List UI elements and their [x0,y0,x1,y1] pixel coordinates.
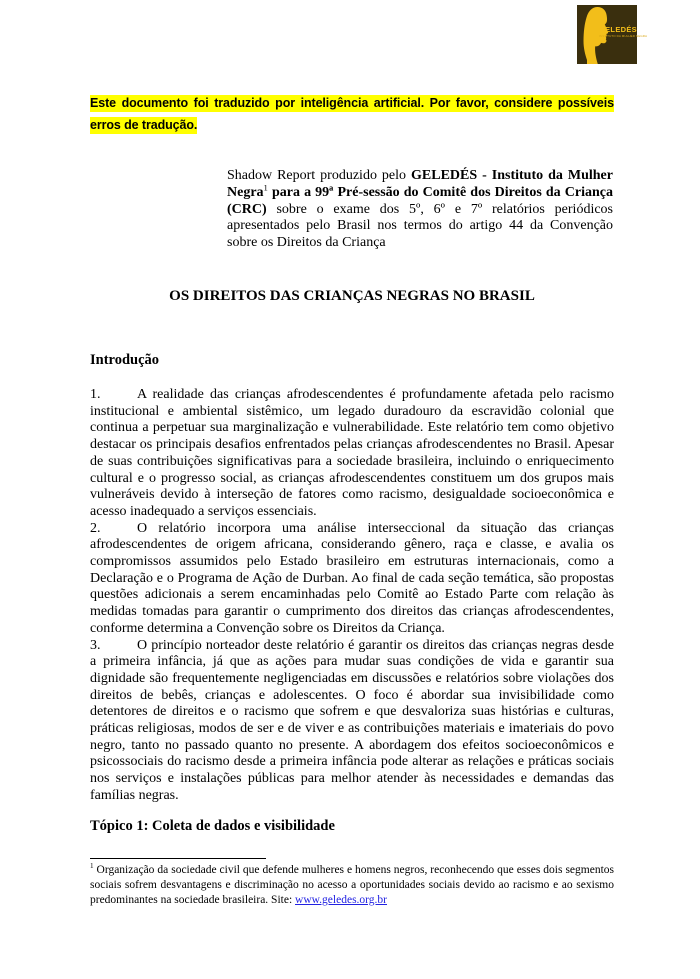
topic-1-heading: Tópico 1: Coleta de dados e visibilidade [90,818,335,834]
translation-notice-text: Este documento foi traduzido por inteligência artificial. Por favor, considere possíveis erros de tradução. [90,96,614,132]
paragraph-3 [90,638,614,805]
footnote-link[interactable]: www.geledes.org.br [295,893,387,906]
translation-notice [90,93,614,136]
paragraph-2 [90,521,614,638]
footnote-body [90,863,614,907]
paragraph-text: O relatório incorpora uma análise interseccional da situação das crianças afrodescendentes de origem africana, considerando gênero, raça e classe, e avalia os compromissos assumidos pelo Estado brasileiro em estruturas internacionais, como a Declaração e o Programa de Ação de Durban. Ao final de cada seção temática, são propostas questões adicionais a serem encaminhadas pelo Comitê ao Estado Parte com relação às medidas tomadas para garantir o cumprimento dos direitos das crianças afrodescendentes, conforme determina a Convenção sobre os Direitos da Criança. [90,520,614,636]
intro-heading: Introdução [90,352,160,368]
footnote-marker: 1 [90,862,94,871]
body-paragraphs [90,387,614,805]
paragraph-text: A realidade das crianças afrodescendentes é profundamente afetada pelo racismo institucional e ambiental sistêmico, um legado duradouro da escravidão colonial que continua a perpetuar sua marginalização e vulnerabilidade. Este relatório tem como objetivo destacar os principais desafios enfrentados pelas crianças afrodescendentes no Brasil. Apesar de suas contribuições significativas para a sociedade brasileira, incluindo o enriquecimento cultural e o progresso social, as crianças afrodescendentes constituem um dos grupos mais vulneráveis devido à interseção de fatores como racismo, desigualdade socioeconômica e acesso inadequado a serviços essenciais. [90,387,614,519]
attribution-text-start: Shadow Report produzido pelo [227,168,412,183]
attribution-text-end: sobre o exame dos 5º, 6º e 7º relatórios periódicos apresentados pelo Brasil nos termos do artigo 44 da Convenção sobre os Direitos da Criança [227,201,613,251]
paragraph-text: O princípio norteador deste relatório é garantir os direitos das crianças negras desde a primeira infância, já que as ações para mudar suas condições de vida e garantir sua dignidade são frequentemente negligenciadas em discussões e relatórios sobre violações dos direitos de bebês, crianças e adolescentes. O foco é abordar sua invisibilidade como detentores de direitos e o racismo que sofrem e que desvaloriza suas histórias e culturas, práticas religiosas, modos de ser e de viver e as contribuições materiais e imateriais do povo negro, tanto no passado quanto no presente. A abordagem dos efeitos socioeconômicos e psicossociais do racismo desde a primeira infância pode alterar as relações e práticas sociais nos serviços e instalações públicas para melhor atender às necessidades e demandas das famílias negras. [90,637,614,803]
paragraph-number: 3. [90,637,101,653]
header-attribution [227,168,613,252]
attribution-session-bold: para a 99ª Pré-sessão do Comitê dos Direitos da Criança (CRC) [227,184,613,217]
geledes-logo [577,5,648,64]
footnote [90,858,614,907]
footnote-separator [90,858,266,859]
footnote-text: Organização da sociedade civil que defende mulheres e homens negros, reconhecendo que esses dois segmentos sociais sofrem desvantagens e discriminação no acesso a oportunidades sociais devido ao racismo e ao sexismo predominantes na sociedade brasileira. Site: [90,864,614,906]
paragraph-number: 1. [90,387,101,402]
logo-brand-text: GELEDÉS [599,25,637,34]
footnote-ref: 1 [263,182,268,193]
attribution-org-bold: GELEDÉS - Instituto da Mulher Negra [227,168,613,200]
page-title: OS DIREITOS DAS CRIANÇAS NEGRAS NO BRASIL [169,288,535,304]
paragraph-number: 2. [90,520,101,536]
logo-tagline-text: INSTITUTO DA MULHER NEGRA [599,34,648,38]
paragraph-1 [90,387,614,521]
